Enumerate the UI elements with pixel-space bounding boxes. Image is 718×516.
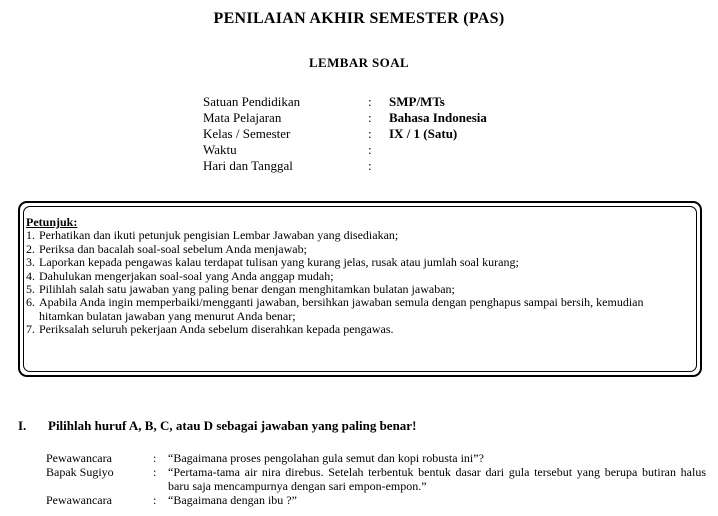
instruction-text: Pilihlah salah satu jawaban yang paling benar dengan menghitamkan bulatan jawaban; bbox=[39, 282, 455, 297]
dialog-speaker: Pewawancara bbox=[46, 493, 112, 507]
dialog-colon: : bbox=[153, 451, 157, 465]
instruction-number: 5. bbox=[26, 282, 35, 297]
info-row-school-level bbox=[203, 94, 563, 110]
instruction-text: Perhatikan dan ikuti petunjuk pengisian Lembar Jawaban yang disediakan; bbox=[39, 228, 399, 243]
instruction-text: Periksa dan bacalah soal-soal sebelum Anda menjawab; bbox=[39, 241, 307, 256]
dialog-speaker: Pewawancara bbox=[46, 451, 112, 465]
info-label: Mata Pelajaran bbox=[203, 110, 282, 125]
instruction-number: 2. bbox=[26, 241, 35, 256]
info-label: Waktu bbox=[203, 142, 237, 157]
info-row-time bbox=[203, 142, 563, 158]
instruction-number: 7. bbox=[26, 322, 35, 337]
info-label: Satuan Pendidikan bbox=[203, 94, 301, 109]
interview-dialog bbox=[46, 451, 706, 507]
instructions-list bbox=[26, 229, 686, 336]
instruction-number: 4. bbox=[26, 268, 35, 283]
instruction-text: Laporkan kepada pengawas kalau terdapat tulisan yang kurang jelas, rusak atau jumlah soal kurang; bbox=[39, 255, 519, 270]
instruction-item bbox=[26, 283, 686, 296]
instruction-number: 3. bbox=[26, 255, 35, 270]
section-number: I. bbox=[18, 418, 27, 433]
info-row-date bbox=[203, 158, 563, 174]
dialog-line bbox=[46, 451, 706, 465]
instruction-item bbox=[26, 256, 686, 269]
instructions bbox=[26, 216, 686, 337]
info-colon: : bbox=[368, 142, 372, 157]
dialog-colon: : bbox=[153, 493, 157, 507]
section-text: Pilihlah huruf A, B, C, atau D sebagai jawaban yang paling benar! bbox=[48, 418, 417, 433]
info-label: Hari dan Tanggal bbox=[203, 158, 293, 173]
instruction-text: Periksalah seluruh pekerjaan Anda sebelum diserahkan kepada pengawas. bbox=[39, 322, 394, 337]
info-value: IX / 1 (Satu) bbox=[389, 126, 458, 141]
instructions-heading: Petunjuk: bbox=[26, 215, 78, 229]
info-colon: : bbox=[368, 110, 372, 125]
info-label: Kelas / Semester bbox=[203, 126, 291, 141]
info-value: Bahasa Indonesia bbox=[389, 110, 487, 125]
instruction-item bbox=[26, 270, 686, 283]
info-colon: : bbox=[368, 94, 372, 109]
info-row-subject bbox=[203, 110, 563, 126]
info-colon: : bbox=[368, 158, 372, 173]
page-title: PENILAIAN AKHIR SEMESTER (PAS) bbox=[213, 10, 505, 27]
instruction-text: Apabila Anda ingin memperbaiki/mengganti jawaban, bersihkan jawaban semula dengan penghapus sampai bersih, kemudian hitamkan bulatan jawaban yang menurut Anda benar; bbox=[39, 295, 644, 323]
dialog-speaker: Bapak Sugiyo bbox=[46, 465, 114, 479]
info-value: SMP/MTs bbox=[389, 94, 445, 109]
dialog-line bbox=[46, 493, 706, 507]
instruction-item bbox=[26, 229, 686, 242]
instruction-item bbox=[26, 323, 686, 336]
dialog-line bbox=[46, 465, 706, 493]
info-colon: : bbox=[368, 126, 372, 141]
dialog-colon: : bbox=[153, 465, 157, 479]
page-subtitle: LEMBAR SOAL bbox=[308, 55, 410, 70]
dialog-text: “Pertama-tama air nira direbus. Setelah terbentuk bentuk dasar dari gula tersebut yang berupa butiran halus baru saja mencampurnya dengan sari empon-empon.” bbox=[168, 465, 706, 493]
dialog-text: “Bagaimana proses pengolahan gula semut dan kopi robusta ini”? bbox=[168, 451, 484, 465]
dialog-text: “Bagaimana dengan ibu ?” bbox=[168, 493, 297, 507]
instruction-number: 1. bbox=[26, 228, 35, 243]
info-row-class-semester bbox=[203, 126, 563, 142]
instruction-number: 6. bbox=[26, 295, 35, 310]
instruction-item bbox=[26, 243, 686, 256]
instruction-text: Dahulukan mengerjakan soal-soal yang Anda anggap mudah; bbox=[39, 268, 334, 283]
instruction-item bbox=[26, 296, 686, 323]
exam-info bbox=[203, 94, 563, 174]
